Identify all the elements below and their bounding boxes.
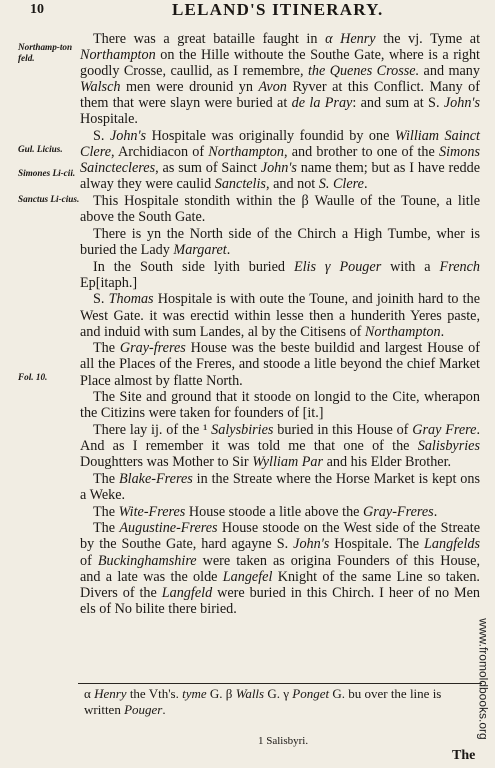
paragraph: This Hospitale stondith within the β Waulle of the Toune, a litle above the South Gate. [80, 193, 480, 226]
paragraph: There lay ij. of the ¹ Salysbiries buried in this House of Gray Frere. And as I remember it was told me that one of the Salisbyries Doughtters was Mother to Sir Wylliam Par and his Elder Brother. [80, 422, 480, 471]
italic-run: Margaret [173, 242, 227, 258]
italic-run: Augustine-Freres [119, 520, 218, 537]
italic-run: John's [293, 536, 330, 553]
italic-run: Gray-freres [119, 340, 186, 357]
italic-run: Gray-Freres [363, 503, 434, 520]
italic-run: Blake-Freres [118, 470, 193, 487]
italic-run: Sanctelis [214, 176, 266, 193]
paragraph: There is yn the North side of the Chirch a High Tumbe, wher is buried the Lady Margaret. [80, 225, 480, 258]
footnote-variants: α Henry the Vth's. tyme G. β Walls G. γ Ponget G. bu over the line is written Pouger. [84, 686, 442, 717]
paragraph: The Wite-Freres House stoode a litle above the Gray-Freres. [93, 503, 438, 520]
italic-run: Salisbyries [417, 438, 480, 455]
running-head: LELAND'S ITINERARY. [172, 0, 384, 19]
watermark-text: www.fromoldbooks.org [477, 618, 492, 740]
margin-note: Simones Li-cii. [18, 168, 76, 178]
paragraph: S. John's Hospitale was originally foundid by one William Sainct Clere, Archidiacon of Northampton, and brother to one of the Simons Sainctecleres, as sum of Sainct John's name them; but as I have redde alway they were caulid Sanctelis, and not S. Clere. [80, 128, 481, 193]
italic-run: Walsch [80, 79, 121, 96]
italic-run: Northampton [364, 323, 441, 340]
margin-note: Northamp-ton feld. [18, 42, 73, 63]
italic-run: Langefel [222, 568, 273, 585]
italic-run: John's [260, 160, 297, 177]
italic-run: S. Clere [318, 176, 364, 193]
italic-run: Wite-Freres [118, 503, 186, 520]
paragraph: The Augustine-Freres House stoode on the West side of the Streate by the Southe Gate, hard agayne S. John's Hospitale. The Langfelds of Buckinghamshire were taken as origina Founders of this House, and a late was the olde Langefel Knight of the same Line so taken. Divers of the Langfeld were buried in this Chirch. I heer of no Men els of No bilite there biried. [80, 520, 481, 617]
paragraph: The Blake-Freres in the Streate where the Horse Market is kept ons a Weke. [80, 470, 480, 503]
italic-run: Walls [235, 686, 265, 701]
italic-run: Gray Frere [412, 422, 477, 438]
italic-run: Langfelds [424, 536, 480, 553]
italic-run: Ponget [292, 686, 330, 701]
margin-note: Fol. 10. [18, 372, 48, 382]
italic-run: John's [109, 128, 147, 145]
paragraph: There was a great bataille faught in α Henry the vj. Tyme at Northampton on the Hille withoute the Southe Gate, where is a right goodly Crosse, caullid, as I remembre, the Quenes Crosse. and many Walsch men were drounid yn Avon Ryver at this Conflict. Many of them that were slayn were buried at de la Pray: and sum at S. John's Hospitale. [80, 31, 481, 128]
footnote-rule [78, 683, 482, 684]
watermark [473, 590, 495, 768]
italic-run: Simons Sainctecleres [80, 144, 481, 177]
paragraph: In the South side lyith buried Elis γ Pouger with a French Ep[itaph.] [80, 258, 480, 291]
italic-run: Pouger [124, 702, 163, 717]
italic-run: the Quenes Crosse. [307, 63, 420, 80]
italic-run: William Sainct Clere [80, 128, 480, 161]
footnote-1: 1 Salisbyri. [258, 735, 309, 747]
paragraph: The Gray-freres House was the beste buildid and largest House of all the Places of the Freres, and stoode a litle beyond the chief Market Place almost by flatte North. [80, 340, 480, 389]
body-text [80, 31, 480, 617]
italic-run: Henry [94, 686, 127, 701]
italic-run: tyme [182, 686, 207, 701]
italic-run: α Henry [325, 31, 376, 47]
margin-note: Sanctus Li-cius. [18, 194, 80, 204]
italic-run: Northampton [80, 47, 156, 64]
italic-run: Avon [258, 79, 287, 96]
italic-run: Salysbiries [211, 422, 274, 438]
italic-run: Elis γ Pouger [293, 258, 382, 275]
catchword: The [452, 748, 476, 763]
italic-run: Thomas [108, 291, 154, 308]
italic-run: Northampton [208, 144, 284, 161]
italic-run: de la Pray [291, 95, 353, 112]
italic-run: Langfeld [161, 584, 213, 601]
margin-note: Gul. Licius. [18, 144, 63, 154]
paragraph: The Site and ground that it stoode on longid to the Cite, wherapon the Citizins were taken for founders of [it.] [80, 389, 480, 422]
page-number: 10 [30, 2, 44, 17]
italic-run: Buckinghamshire [97, 552, 197, 569]
italic-run: French [439, 258, 480, 275]
italic-run: Wylliam Par [252, 454, 324, 471]
paragraph: S. Thomas Hospitale is with oute the Toune, and joinith hard to the West Gate. it was erectid within lesse then a hunderith Yeres paste, and induid with sum Landes, al by the Citisens of Northampton. [80, 291, 480, 340]
italic-run: John's [443, 95, 480, 112]
